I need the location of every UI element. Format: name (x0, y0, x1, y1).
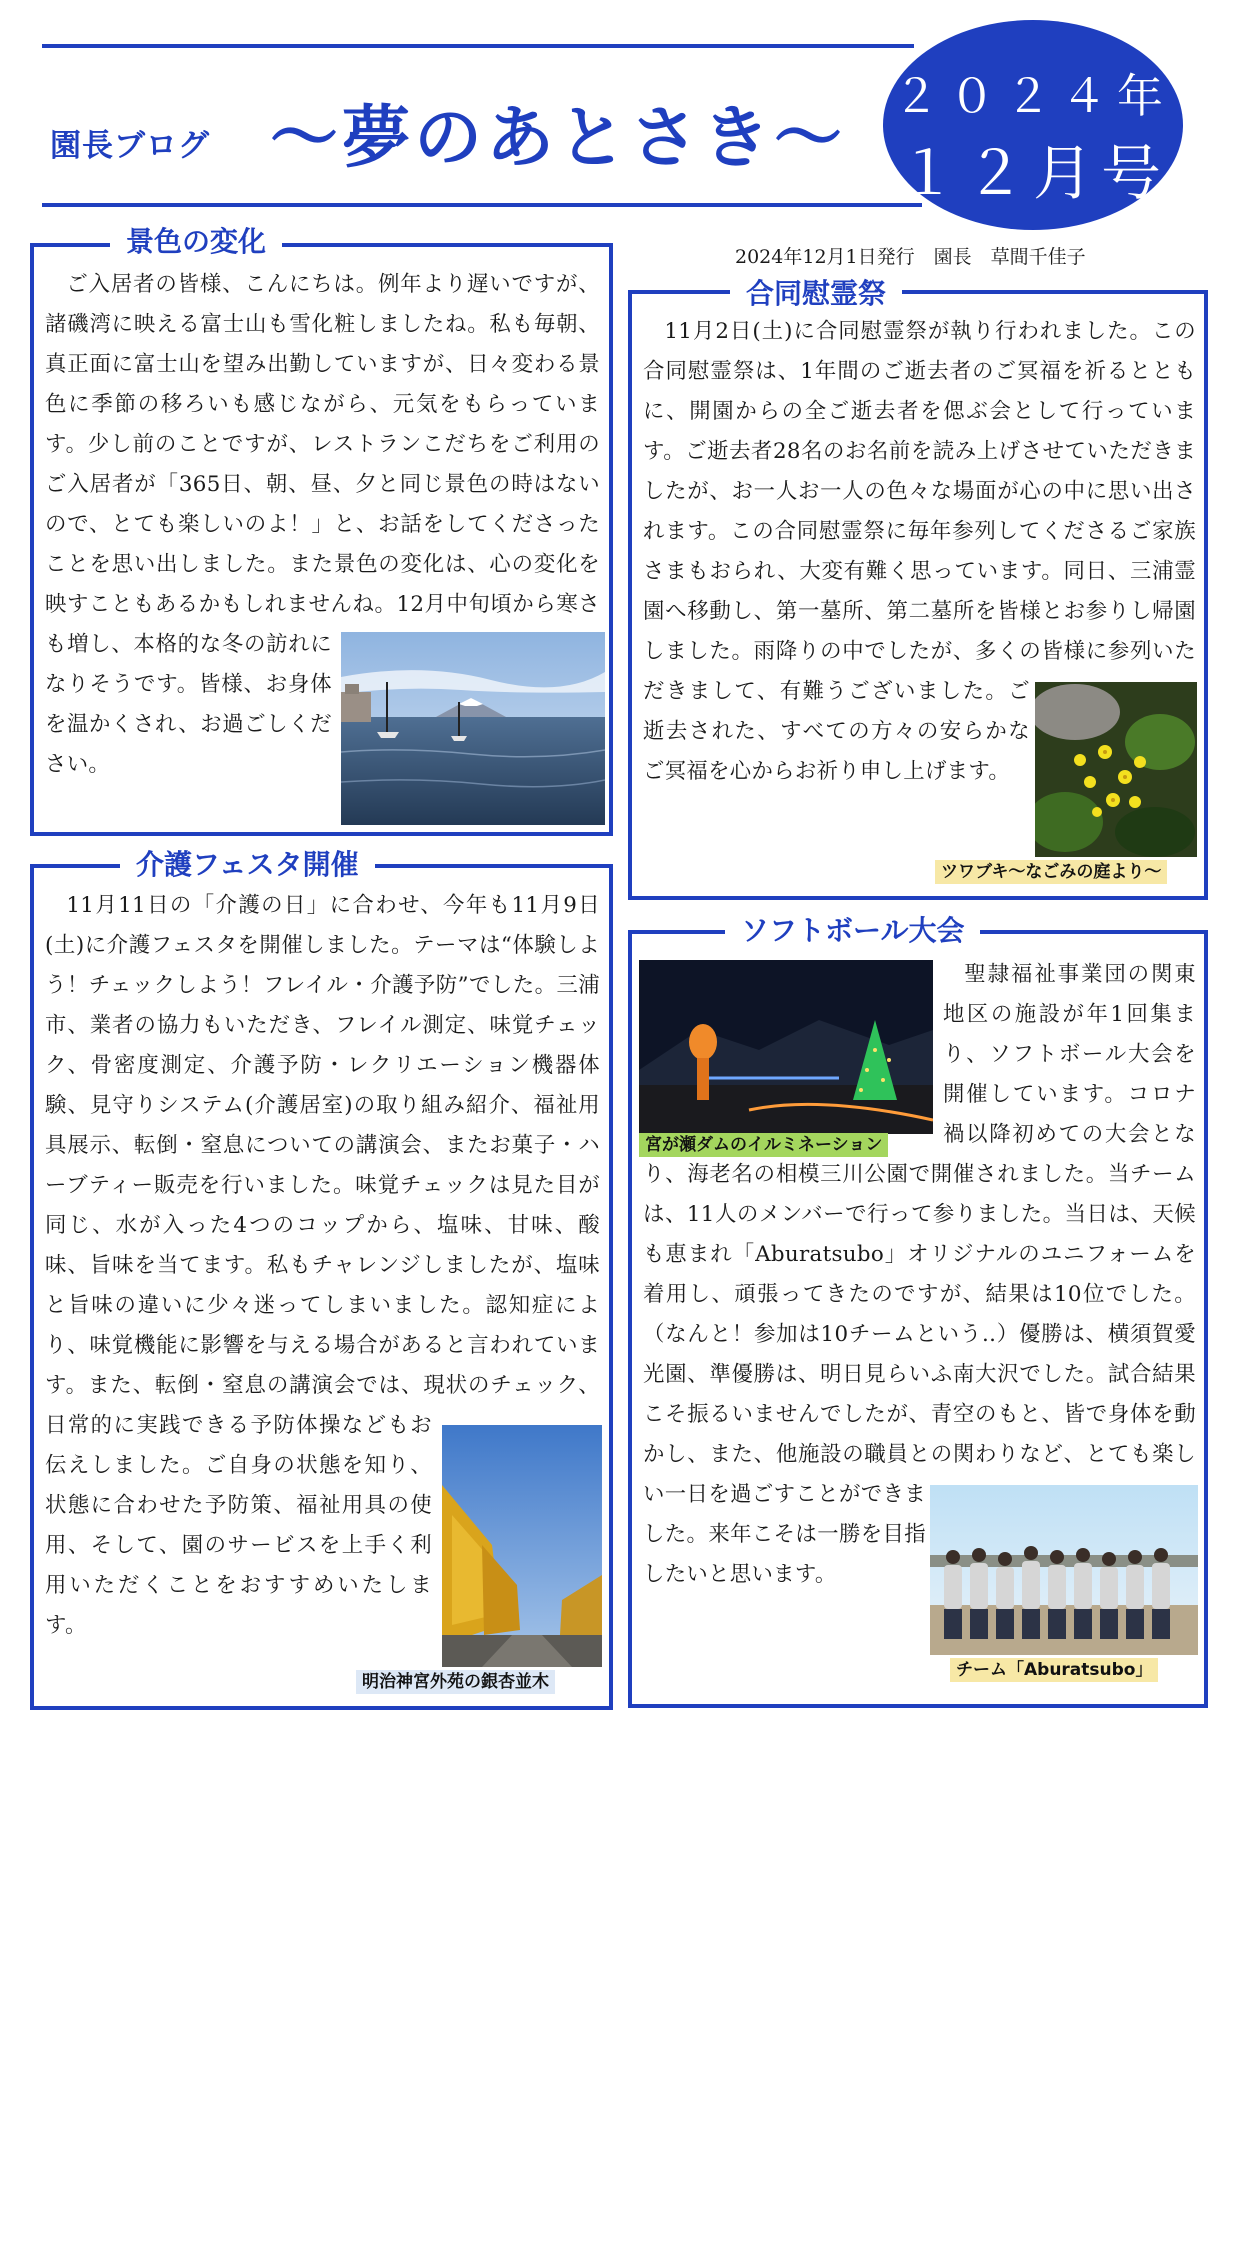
publish-info: 2024年12月1日発行 園長 草間千佳子 (735, 246, 1086, 268)
caption-ginkgo: 明治神宮外苑の銀杏並木 (356, 1670, 555, 1694)
section-text-scenery: ご入居者の皆様、こんにちは。例年より遅いですが、諸磯湾に映える富士山も雪化粧しましたね。私も毎朝、真正面に富士山を望み出勤していますが、日々変わる景色に季節の移ろいも感じながら、元気をもらっています。少し前のことですが、レストランこだちをご利用のご入居者が「365日、朝、昼、夕と同じ景色の時はないので、とても楽しいのよ！」と、お話をしてくださったことを思い出しました。また景色の変化は、心の変化を映すこともあるかもしれませんね。12月中旬頃から寒さも増し、本格的な冬の訪れになりそうです。皆様、お身体を温かくされ、お過ごしください。 (45, 272, 600, 777)
header-bottom-rule (42, 203, 922, 207)
issue-month: １２月号 (897, 139, 1169, 209)
issue-badge (883, 20, 1183, 230)
header-top-rule (42, 44, 914, 48)
section-text-memorial: 11月2日(土)に合同慰霊祭が執り行われました。この合同慰霊祭は、1年間のご逝去者のご冥福を祈るとともに、開園からの全ご逝去者を偲ぶ会として行っています。ご逝去者28名のお名前を読み上げさせていただきましたが、お一人お一人の色々な場面が心の中に思い出されます。この合同慰霊祭に毎年参列してくださるご家族さまもおられ、大変有難く思っています。同日、三浦霊園へ移動し、第一墓所、第二墓所を皆様とお参りし帰園しました。雨降りの中でしたが、多くの皆様に参列いただきまして、有難うございました。ご逝去された、すべての方々の安らかなご冥福を心からお祈り申し上げます。 (643, 319, 1196, 784)
section-text-festa: 11月11日の「介護の日」に合わせ、今年も11月9日(土)に介護フェスタを開催しました。テーマは“体験しよう！チェックしよう！フレイル・介護予防”でした。三浦市、業者の協力もいただき、フレイル測定、味覚チェック、骨密度測定、介護予防・レクリエーション機器体験、見守りシステム(介護居室)の取り組み紹介、福祉用具展示、転倒・窒息についての講演会、またお菓子・ハーブティー販売を行いました。味覚チェックは見た目が同じ、水が入った4つのコップから、塩味、甘味、酸味、旨味を当てます。私もチャレンジしましたが、塩味と旨味の違いに少々迷ってしまいました。認知症により、味覚機能に影響を与える場合があると言われています。また、転倒・窒息の講演会では、現状のチェック、日常的に実践できる予防体操などもお伝えしました。ご自身の状態を知り、状態に合わせた予防策、福祉用具の使用、そして、園のサービスを上手く利用いただくことをおすすめいたします。 (45, 893, 600, 1638)
caption-tsuwabuki: ツワブキ～なごみの庭より～ (935, 860, 1167, 884)
section-title-scenery: 景色の変化 (110, 222, 282, 262)
section-text-softball: 聖隷福祉事業団の関東地区の施設が年1回集まり、ソフトボール大会を開催しています。コロナ禍以降初めての大会となり、海老名の相模三川公園で開催されました。当チームは、11人のメンバーで行って参りました。当日は、天候も恵まれ「Aburatsubo」オリジナルのユニフォームを着用し、頑張ってきたのですが、結果は10位でした。（なんと！参加は10チームという..）優勝は、横須賀愛光園、準優勝は、明日見らいふ南大沢でした。試合結果こそ振るいませんでしたが、青空のもと、皆で身体を動かし、また、他施設の職員との関わりなど、とても楽しい一日を過ごすことができました。来年こそは一勝を目指したいと思います。 (643, 962, 1196, 1587)
blog-label: 園長ブログ (50, 128, 210, 164)
page-title: ～夢のあとさき～ (270, 99, 847, 178)
caption-team: チーム「Aburatsubo」 (950, 1658, 1158, 1682)
caption-illumination: 宮が瀬ダムのイルミネーション (639, 1133, 888, 1157)
section-title-softball: ソフトボール大会 (725, 911, 980, 951)
issue-year: ２０２４年 (893, 69, 1173, 123)
section-title-memorial: 合同慰霊祭 (730, 274, 902, 314)
section-title-festa: 介護フェスタ開催 (120, 845, 375, 885)
